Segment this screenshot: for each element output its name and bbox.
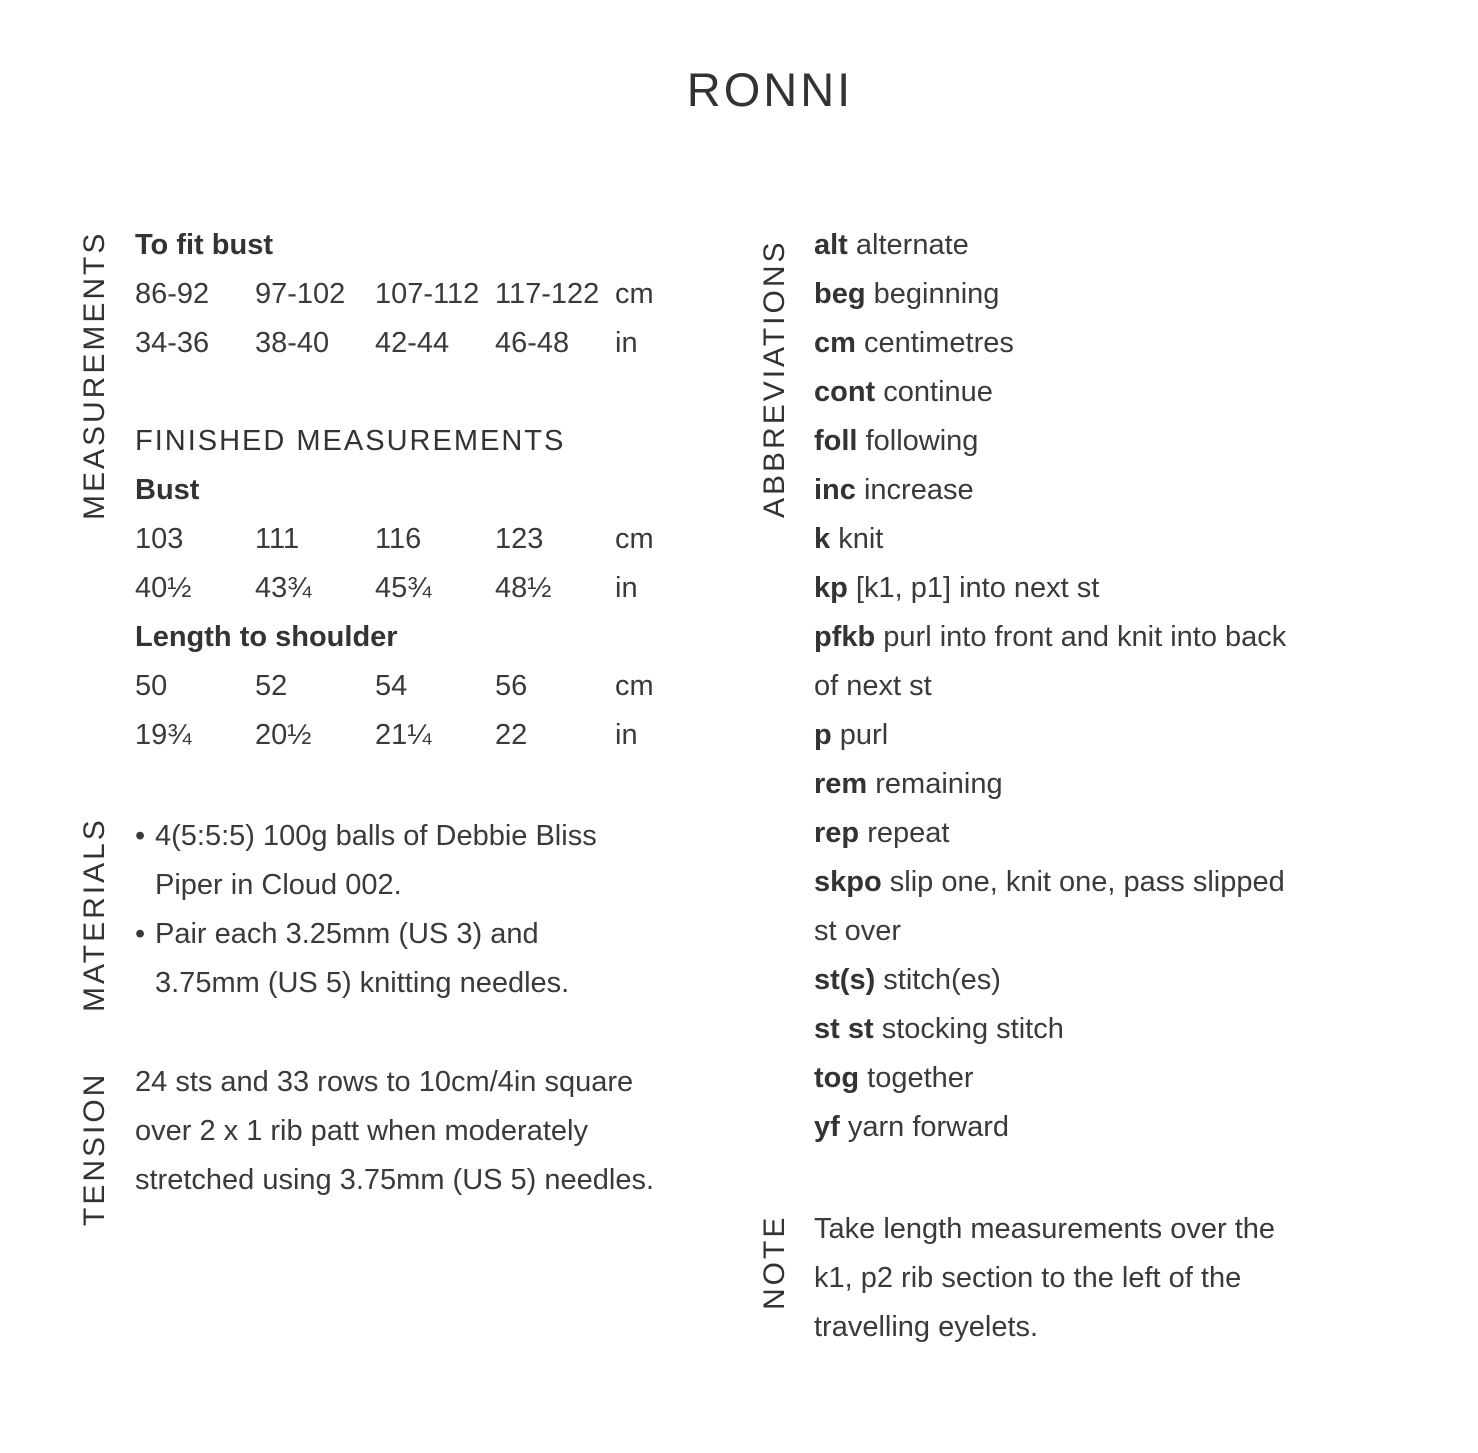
abbreviation-definition: alternate: [855, 229, 969, 261]
abbreviation-term: foll: [814, 425, 858, 457]
abbreviation-item: [814, 368, 1454, 417]
abbreviation-definition-continued: of next st: [814, 670, 932, 702]
abbreviation-definition: slip one, knit one, pass slipped: [889, 866, 1285, 898]
cell: 34-36: [135, 327, 210, 359]
bullet-icon: •: [135, 820, 146, 852]
abbreviation-definition: remaining: [875, 768, 1003, 800]
unit: cm: [615, 523, 654, 555]
abbreviation-item: [814, 711, 1454, 760]
abbreviation-term: rem: [814, 768, 868, 800]
abbreviation-term: rep: [814, 817, 860, 849]
unit: in: [615, 327, 638, 359]
measurements-section: [135, 221, 735, 760]
abbreviation-term: pfkb: [814, 621, 876, 653]
length-heading: Length to shoulder: [135, 621, 398, 653]
materials-line: 4(5:5:5) 100g balls of Debbie Bliss: [155, 820, 597, 852]
abbreviation-term: k: [814, 523, 831, 555]
cell: 42-44: [375, 327, 450, 359]
unit: cm: [615, 670, 654, 702]
abbreviation-term: cm: [814, 327, 856, 359]
cell: 19¾: [135, 719, 192, 751]
abbreviation-term: inc: [814, 474, 856, 506]
cell: 54: [375, 670, 408, 702]
note-section: [814, 1205, 1454, 1352]
abbreviation-term: kp: [814, 572, 848, 604]
abbreviation-item: [814, 221, 1454, 270]
cell: 38-40: [255, 327, 330, 359]
measurements-label: MEASUREMENTS: [78, 230, 111, 520]
abbreviation-definition: together: [867, 1062, 974, 1094]
to-fit-row-in: [135, 319, 735, 368]
abbreviation-term: p: [814, 719, 832, 751]
cell: 50: [135, 670, 168, 702]
abbreviations-label: ABBREVIATIONS: [758, 239, 791, 518]
materials-line: Piper in Cloud 002.: [155, 869, 402, 901]
abbreviation-item: [814, 1005, 1454, 1054]
note-line: Take length measurements over the: [814, 1213, 1276, 1245]
tension-line: stretched using 3.75mm (US 5) needles.: [135, 1164, 655, 1196]
cell: 107-112: [375, 278, 480, 310]
length-row-in: [135, 711, 735, 760]
materials-line: Pair each 3.25mm (US 3) and: [155, 918, 539, 950]
to-fit-heading: To fit bust: [135, 229, 273, 261]
note-line: travelling eyelets.: [814, 1311, 1039, 1343]
cell: 20½: [255, 719, 312, 751]
tension-label: TENSION: [78, 1071, 111, 1226]
finished-measurements-heading: FINISHED MEASUREMENTS: [135, 425, 566, 457]
to-fit-row-cm: [135, 270, 735, 319]
cell: 40½: [135, 572, 192, 604]
cell: 56: [495, 670, 528, 702]
cell: 52: [255, 670, 288, 702]
abbreviation-term: st st: [814, 1013, 874, 1045]
bullet-icon: •: [135, 918, 146, 950]
abbreviation-term: alt: [814, 229, 848, 261]
cell: 103: [135, 523, 184, 555]
cell: 111: [255, 523, 300, 555]
abbreviation-term: st(s): [814, 964, 876, 996]
abbreviation-term: beg: [814, 278, 866, 310]
abbreviation-definition: beginning: [873, 278, 1000, 310]
abbreviation-item: [814, 319, 1454, 368]
abbreviation-definition: stitch(es): [883, 964, 1001, 996]
abbreviations-list: [814, 221, 1454, 1152]
abbreviation-definition: continue: [883, 376, 993, 408]
cell: 97-102: [255, 278, 346, 310]
materials-line: 3.75mm (US 5) knitting needles.: [155, 967, 570, 999]
cell: 116: [375, 523, 422, 555]
materials-item: [135, 910, 735, 1008]
tension-line: 24 sts and 33 rows to 10cm/4in square: [135, 1066, 634, 1098]
abbreviation-definition-continued: st over: [814, 915, 902, 947]
cell: 22: [495, 719, 528, 751]
materials-label: MATERIALS: [78, 817, 111, 1012]
abbreviation-definition: increase: [863, 474, 974, 506]
bust-row-cm: [135, 515, 735, 564]
length-row-cm: [135, 662, 735, 711]
note-line: k1, p2 rib section to the left of the: [814, 1262, 1242, 1294]
materials-item: [135, 812, 735, 910]
cell: 46-48: [495, 327, 570, 359]
abbreviation-definition: following: [865, 425, 979, 457]
abbreviation-term: tog: [814, 1062, 860, 1094]
cell: 86-92: [135, 278, 210, 310]
bust-heading: Bust: [135, 474, 200, 506]
abbreviation-term: yf: [814, 1111, 840, 1143]
abbreviation-definition: yarn forward: [847, 1111, 1010, 1143]
abbreviation-item: [814, 564, 1454, 613]
unit: cm: [615, 278, 654, 310]
abbreviation-definition: knit: [838, 523, 884, 555]
abbreviation-definition: stocking stitch: [881, 1013, 1064, 1045]
abbreviation-item: [814, 1054, 1454, 1103]
abbreviation-term: cont: [814, 376, 876, 408]
abbreviation-item: [814, 515, 1454, 564]
cell: 117-122: [495, 278, 600, 310]
abbreviation-item: [814, 466, 1454, 515]
abbreviation-item: [814, 956, 1454, 1005]
cell: 48½: [495, 572, 552, 604]
abbreviation-term: skpo: [814, 866, 882, 898]
abbreviation-definition: [k1, p1] into next st: [855, 572, 1100, 604]
cell: 21¼: [375, 719, 432, 751]
cell: 43¾: [255, 572, 312, 604]
abbreviation-item: [814, 858, 1454, 907]
note-label: NOTE: [758, 1214, 791, 1310]
abbreviation-item: [814, 760, 1454, 809]
bust-row-in: [135, 564, 735, 613]
materials-section: [135, 812, 735, 1008]
cell: 123: [495, 523, 544, 555]
cell: 45¾: [375, 572, 432, 604]
tension-section: [135, 1058, 755, 1205]
abbreviation-definition: purl into front and knit into back: [883, 621, 1287, 653]
tension-line: over 2 x 1 rib patt when moderately: [135, 1115, 588, 1147]
abbreviation-item: [814, 1103, 1454, 1152]
abbreviation-item: [814, 417, 1454, 466]
abbreviation-item: [814, 809, 1454, 858]
abbreviation-definition: centimetres: [863, 327, 1014, 359]
unit: in: [615, 572, 638, 604]
pattern-title: RONNI: [686, 63, 854, 116]
abbreviation-item: [814, 613, 1454, 662]
abbreviation-definition: purl: [839, 719, 889, 751]
unit: in: [615, 719, 638, 751]
abbreviation-definition: repeat: [867, 817, 950, 849]
abbreviation-item: [814, 270, 1454, 319]
